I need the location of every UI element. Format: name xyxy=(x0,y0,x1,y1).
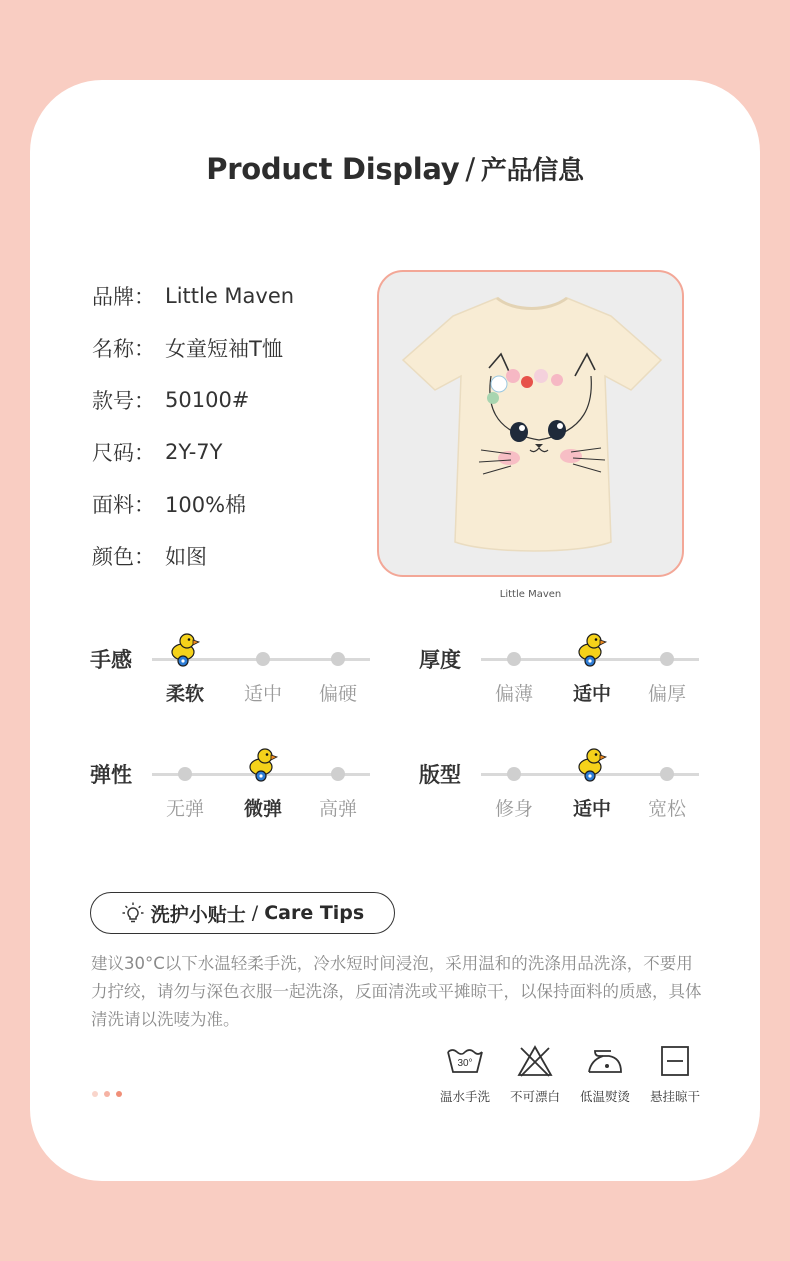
spec-key: 名称： xyxy=(92,337,155,361)
scale-option: 偏薄 xyxy=(494,683,533,705)
page-title xyxy=(0,150,790,187)
scale-elasticity xyxy=(90,759,390,849)
line-dry-icon xyxy=(655,1044,695,1078)
indicator-dot xyxy=(92,1091,98,1097)
product-photo xyxy=(377,270,684,577)
wash-item-no-bleach xyxy=(500,1044,570,1105)
spec-key: 品牌： xyxy=(92,285,155,309)
spec-value: 2Y-7Y xyxy=(165,440,223,464)
scale-dot xyxy=(660,767,674,781)
svg-text:30°: 30° xyxy=(457,1058,473,1069)
scale-dot xyxy=(256,652,270,666)
spec-value: 100%棉 xyxy=(165,493,247,517)
scale-dot xyxy=(507,652,521,666)
photo-caption: Little Maven xyxy=(499,589,562,600)
wash-label: 低温熨烫 xyxy=(579,1089,630,1104)
title-cn: 产品信息 xyxy=(480,156,584,186)
hand-wash-30-icon xyxy=(445,1044,485,1078)
spec-value: 如图 xyxy=(165,545,207,569)
wash-item-line-dry xyxy=(640,1044,710,1105)
care-title-separator: / xyxy=(251,902,259,924)
scale-option: 宽松 xyxy=(647,798,686,820)
duck-marker-icon xyxy=(246,745,280,783)
scale-option: 修身 xyxy=(494,798,533,820)
title-en: Product Display xyxy=(206,152,460,186)
indicator-dot xyxy=(104,1091,110,1097)
wash-label: 悬挂晾干 xyxy=(649,1089,700,1104)
spec-value: Little Maven xyxy=(165,284,295,308)
wash-item-hand-wash xyxy=(430,1044,500,1105)
wash-label: 不可漂白 xyxy=(509,1089,560,1104)
wash-item-low-iron xyxy=(570,1044,640,1105)
scale-option: 偏厚 xyxy=(647,683,686,705)
scale-option: 柔软 xyxy=(165,683,204,705)
spec-key: 款号： xyxy=(92,389,155,413)
scale-label: 手感 xyxy=(90,648,132,672)
scale-dot xyxy=(331,767,345,781)
duck-marker-icon xyxy=(575,630,609,668)
scale-option: 适中 xyxy=(572,798,611,820)
scale-dot xyxy=(178,767,192,781)
spec-list xyxy=(92,270,294,582)
low-iron-icon xyxy=(585,1044,625,1078)
lightbulb-icon xyxy=(121,901,145,925)
page-indicator xyxy=(92,1091,122,1097)
scale-label: 版型 xyxy=(419,763,461,787)
spec-value: 女童短袖T恤 xyxy=(165,337,283,361)
spec-key: 面料： xyxy=(92,493,155,517)
scale-option: 适中 xyxy=(243,683,282,705)
scale-dot xyxy=(507,767,521,781)
spec-key: 颜色： xyxy=(92,545,155,569)
scale-fit xyxy=(419,759,719,849)
duck-marker-icon xyxy=(168,630,202,668)
indicator-dot xyxy=(116,1091,122,1097)
scale-thickness xyxy=(419,644,719,734)
care-tips-badge xyxy=(90,892,395,934)
scale-dot xyxy=(660,652,674,666)
scale-label: 弹性 xyxy=(90,763,132,787)
care-title-en: Care Tips xyxy=(264,902,365,924)
scale-option: 偏硬 xyxy=(318,683,357,705)
spec-row-fabric xyxy=(92,478,294,530)
spec-row-brand xyxy=(92,270,294,322)
spec-value: 50100# xyxy=(165,388,250,412)
no-bleach-icon xyxy=(515,1044,555,1078)
duck-marker-icon xyxy=(575,745,609,783)
title-separator: / xyxy=(465,152,475,186)
wash-label: 温水手洗 xyxy=(439,1089,490,1104)
spec-row-color xyxy=(92,530,294,582)
care-title-cn: 洗护小贴士 xyxy=(150,903,246,926)
care-instructions: 建议30°C以下水温轻柔手洗，冷水短时间浸泡，采用温和的洗涤用品洗涤，不要用力拧绞，请勿与深色衣服一起洗涤，反面清洗或平摊晾干，以保持面料的质感，具体清洗请以洗唛为准。 xyxy=(91,954,702,1029)
scale-option: 微弹 xyxy=(243,798,282,820)
scale-option: 适中 xyxy=(572,683,611,705)
wash-icons xyxy=(430,1044,710,1105)
scale-option: 高弹 xyxy=(318,798,357,820)
scale-hand-feel xyxy=(90,644,390,734)
spec-key: 尺码： xyxy=(92,441,155,465)
scale-dot xyxy=(331,652,345,666)
spec-row-style-no xyxy=(92,374,294,426)
spec-row-name xyxy=(92,322,294,374)
scale-option: 无弹 xyxy=(165,798,204,820)
kitten-tshirt-image xyxy=(379,272,684,577)
spec-row-size xyxy=(92,426,294,478)
scale-label: 厚度 xyxy=(419,648,461,672)
